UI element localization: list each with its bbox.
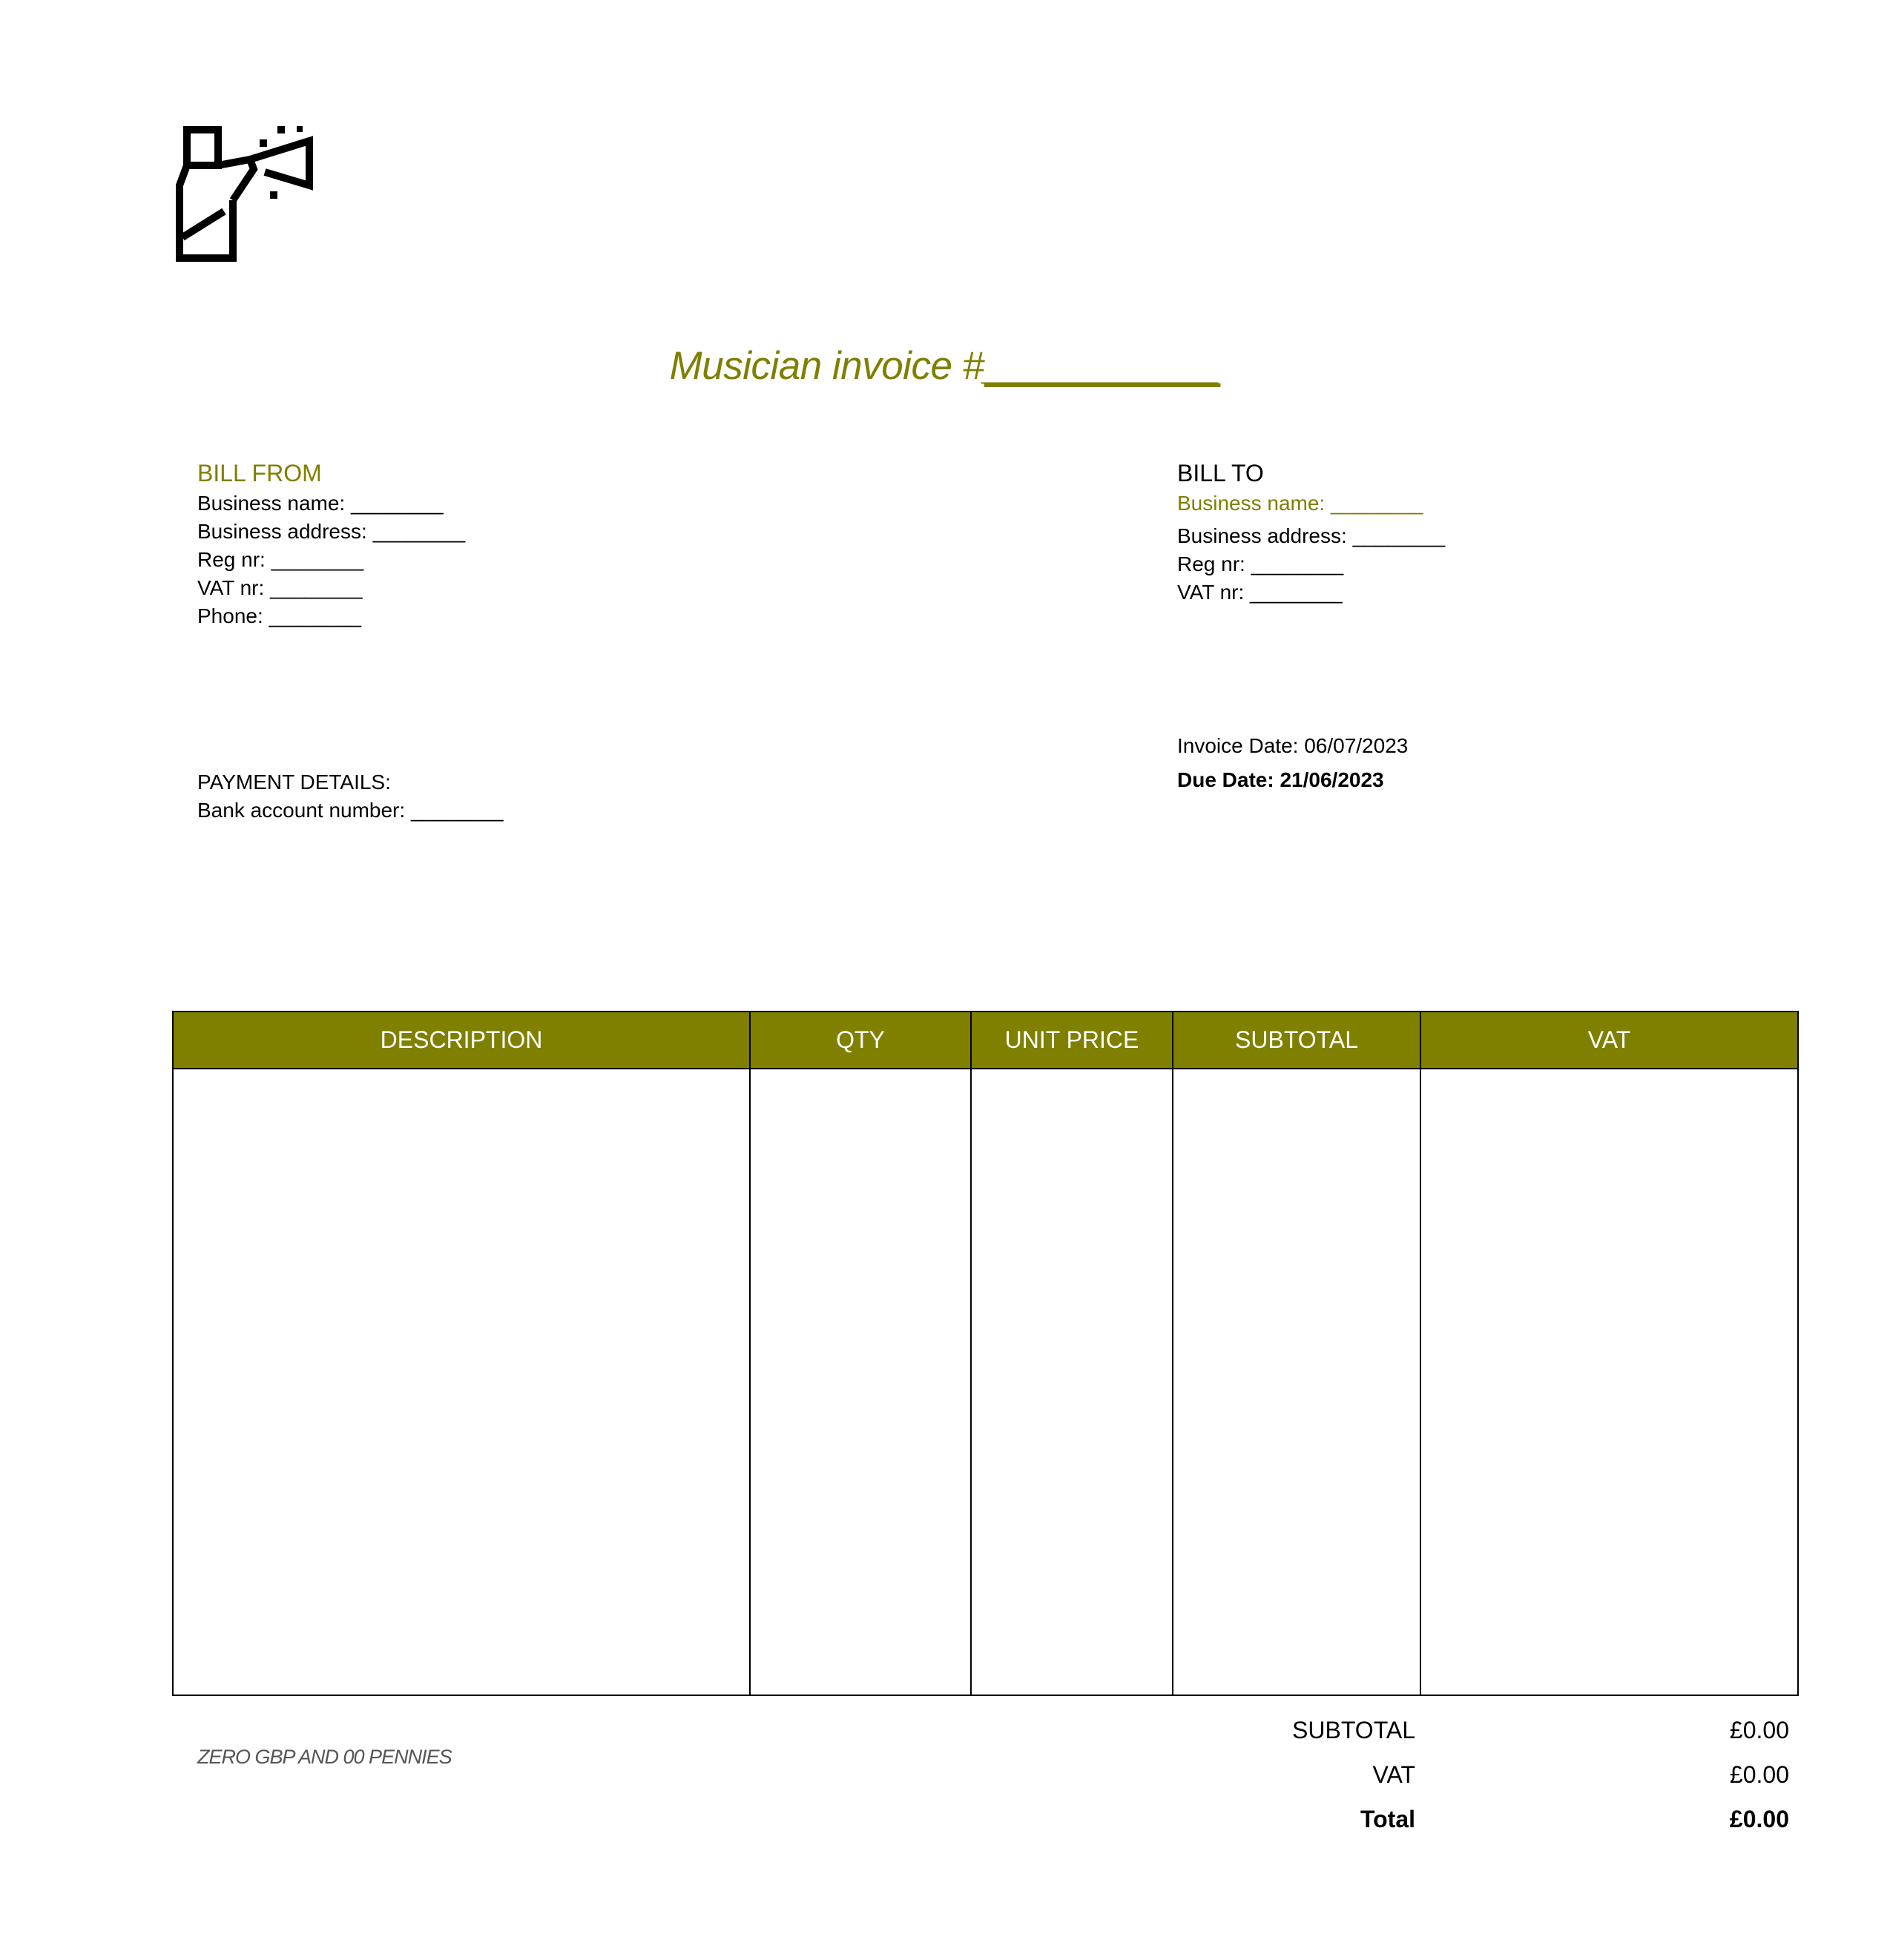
dates-section	[1177, 732, 1408, 794]
bill-from-heading: BILL FROM	[197, 460, 322, 486]
bank-account-number: Bank account number: ________	[197, 799, 504, 822]
amount-in-words: ZERO GBP AND 00 PENNIES	[197, 1746, 452, 1768]
subtotal-cell	[1173, 1069, 1421, 1695]
items-table-header	[174, 1012, 1797, 1069]
bill-to-section	[1177, 457, 1445, 607]
bill-from-reg-nr: Reg nr: ________	[197, 548, 364, 571]
due-date: Due Date: 21/06/2023	[1177, 768, 1384, 791]
vat-cell	[1421, 1069, 1797, 1695]
trumpet-player-icon	[172, 126, 317, 263]
bill-to-business-name: Business name: ________	[1177, 492, 1423, 515]
vat-value: £0.00	[1729, 1761, 1789, 1788]
qty-cell	[751, 1069, 972, 1695]
total-value: £0.00	[1729, 1806, 1789, 1832]
vat-label: VAT	[1372, 1761, 1415, 1788]
items-table-body	[174, 1069, 1797, 1695]
invoice-number-blank: ___________	[984, 344, 1221, 388]
invoice-date: Invoice Date: 06/07/2023	[1177, 734, 1409, 757]
invoice-title-text: Musician invoice #	[669, 344, 984, 388]
totals-labels	[1292, 1708, 1415, 1841]
bill-to-business-address: Business address: ________	[1177, 524, 1446, 547]
column-header-subtotal: SUBTOTAL	[1173, 1012, 1421, 1068]
items-table	[172, 1011, 1799, 1696]
total-label: Total	[1360, 1806, 1415, 1832]
payment-details-section	[197, 768, 504, 825]
bill-from-business-address: Business address: ________	[197, 520, 466, 543]
payment-details-heading: PAYMENT DETAILS:	[197, 771, 391, 793]
column-header-description: DESCRIPTION	[174, 1012, 751, 1068]
column-header-qty: QTY	[751, 1012, 972, 1068]
bill-to-heading: BILL TO	[1177, 460, 1264, 486]
bill-from-vat-nr: VAT nr: ________	[197, 576, 363, 599]
bill-to-vat-nr: VAT nr: ________	[1177, 581, 1343, 604]
totals-values	[1730, 1708, 1789, 1841]
bill-from-phone: Phone: ________	[197, 604, 362, 627]
subtotal-label: SUBTOTAL	[1292, 1717, 1415, 1743]
invoice-title	[0, 343, 1890, 389]
subtotal-value: £0.00	[1729, 1717, 1789, 1743]
bill-to-reg-nr: Reg nr: ________	[1177, 552, 1344, 575]
column-header-unit-price: UNIT PRICE	[972, 1012, 1173, 1068]
column-header-vat: VAT	[1587, 1026, 1631, 1053]
bill-from-section	[197, 457, 465, 630]
unit-price-cell	[972, 1069, 1173, 1695]
bill-from-business-name: Business name: ________	[197, 492, 444, 515]
description-cell	[174, 1069, 751, 1695]
